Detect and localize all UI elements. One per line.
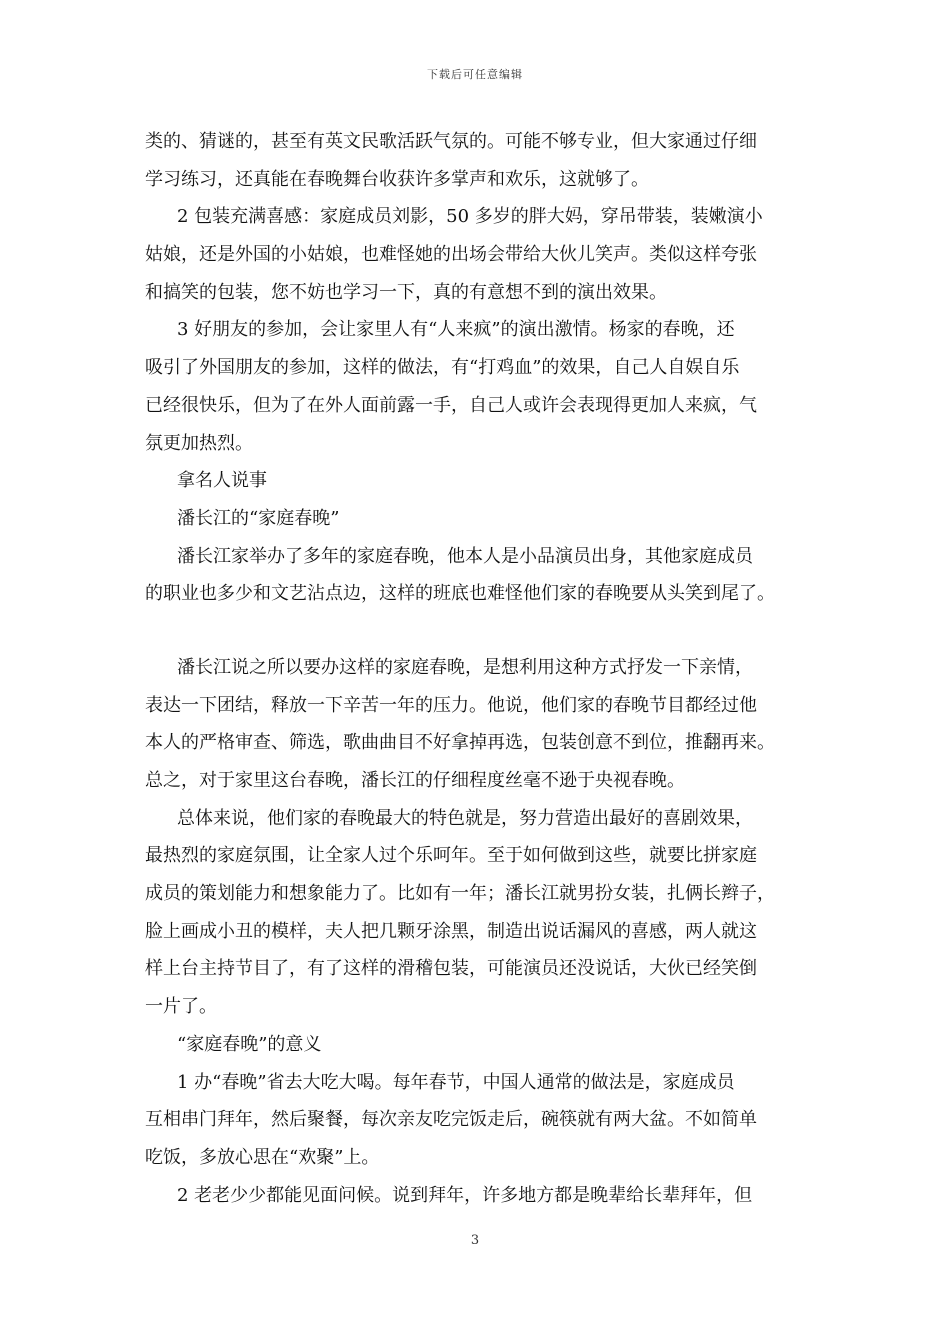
- text-line: 氛更加热烈。: [145, 432, 253, 454]
- text-line: 总体来说，他们家的春晚最大的特色就是，努力营造出最好的喜剧效果，: [177, 807, 753, 829]
- page-header: 下载后可任意编辑: [427, 68, 523, 81]
- text-line: 3 好朋友的参加，会让家里人有“人来疯”的演出激情。杨家的春晚，还: [177, 319, 735, 341]
- text-line: 吃饭，多放心思在“欢聚”上。: [145, 1146, 380, 1168]
- text-line: 样上台主持节目了，有了这样的滑稽包装，可能演员还没说话，大伙已经笑倒: [145, 958, 757, 980]
- text-line: 和搞笑的包装，您不妨也学习一下，真的有意想不到的演出效果。: [145, 281, 667, 303]
- text-line: 一片了。: [145, 996, 217, 1018]
- text-line: 1 办“春晚”省去大吃大喝。每年春节，中国人通常的做法是，家庭成员: [177, 1071, 735, 1093]
- paragraph-gap: [145, 613, 825, 649]
- text-line: 最热烈的家庭氛围，让全家人过个乐呵年。至于如何做到这些，就要比拼家庭: [145, 845, 757, 867]
- text-line: 成员的策划能力和想象能力了。比如有一年；潘长江就男扮女装，扎俩长辫子，: [145, 883, 775, 905]
- text-line: 2 包装充满喜感：家庭成员刘影，50 多岁的胖大妈，穿吊带装，装嫩演小: [177, 206, 763, 228]
- text-line: 学习练习，还真能在春晚舞台收获许多掌声和欢乐，这就够了。: [145, 168, 649, 190]
- text-line: “家庭春晚”的意义: [177, 1033, 322, 1055]
- text-line: 互相串门拜年，然后聚餐，每次亲友吃完饭走后，碗筷就有两大盆。不如简单: [145, 1109, 757, 1131]
- document-body: [145, 123, 825, 1214]
- text-line: 类的、猜谜的，甚至有英文民歌活跃气氛的。可能不够专业，但大家通过仔细: [145, 131, 757, 152]
- text-line: 拿名人说事: [177, 470, 267, 492]
- text-line: 吸引了外国朋友的参加，这样的做法，有“打鸡血”的效果，自己人自娱自乐: [145, 357, 740, 379]
- text-line: 姑娘，还是外国的小姑娘，也难怪她的出场会带给大伙儿笑声。类似这样夸张: [145, 244, 757, 266]
- text-line: 潘长江的“家庭春晚”: [177, 507, 340, 529]
- text-line: 脸上画成小丑的模样，夫人把几颗牙涂黑，制造出说话漏风的喜感，两人就这: [145, 920, 757, 942]
- text-line: 表达一下团结，释放一下辛苦一年的压力。他说，他们家的春晚节目都经过他: [145, 694, 757, 716]
- text-line: 2 老老少少都能见面问候。说到拜年，许多地方都是晚辈给长辈拜年，但: [177, 1184, 753, 1206]
- text-line: 潘长江家举办了多年的家庭春晚，他本人是小品演员出身，其他家庭成员: [177, 545, 753, 567]
- text-line: 的职业也多少和文艺沾点边，这样的班底也难怪他们家的春晚要从头笑到尾了。: [145, 583, 775, 605]
- text-line: 总之，对于家里这台春晚，潘长江的仔细程度丝毫不逊于央视春晚。: [145, 770, 685, 791]
- text-line: 已经很快乐，但为了在外人面前露一手，自己人或许会表现得更加人来疯，气: [145, 394, 757, 416]
- page-number: 3: [470, 1233, 480, 1248]
- text-line: 潘长江说之所以要办这样的家庭春晚，是想利用这种方式抒发一下亲情，: [177, 656, 753, 678]
- text-line: 本人的严格审查、筛选，歌曲曲目不好拿掉再选，包装创意不到位，推翻再来。: [145, 732, 775, 754]
